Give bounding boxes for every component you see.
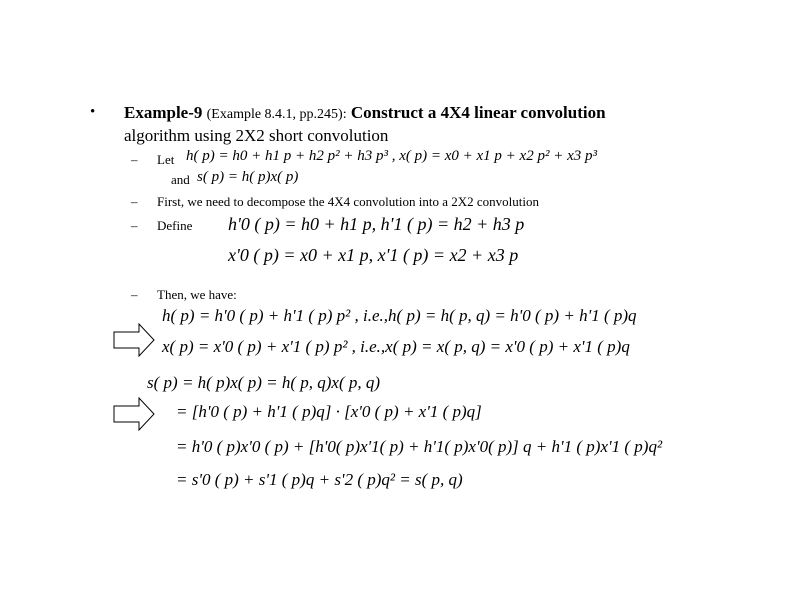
x-decomposition: x( p) = x'0 ( p) + x'1 ( p) p² , i.e.,x( p) = x( p, q) = x'0 ( p) + x'1 ( p)q [162, 337, 630, 356]
dash-marker: – [131, 194, 138, 209]
example-description-line2: algorithm using 2X2 short convolution [124, 126, 389, 145]
dash-marker: – [131, 287, 138, 302]
example-label: Example-9 [124, 103, 203, 122]
example-reference: (Example 8.4.1, pp.245): [206, 107, 347, 122]
define-label: Define [157, 218, 193, 233]
s-equation-line4: = s'0 ( p) + s'1 ( p)q + s'2 ( p)q² = s( p, q) [176, 470, 463, 489]
s-equation-line1: s( p) = h( p)x( p) = h( p, q)x( p, q) [147, 373, 381, 392]
example-description: Construct a 4X4 linear convolution [350, 103, 606, 122]
let-label: Let [157, 152, 175, 167]
decompose-text: First, we need to decompose the 4X4 convolution into a 2X2 convolution [157, 194, 539, 209]
h-decomposition: h( p) = h'0 ( p) + h'1 ( p) p² , i.e.,h( p) = h( p, q) = h'0 ( p) + h'1 ( p)q [162, 306, 637, 325]
define-x-formula: x'0 ( p) = x0 + x1 p, x'1 ( p) = x2 + x3 p [228, 245, 519, 265]
define-h-formula: h'0 ( p) = h0 + h1 p, h'1 ( p) = h2 + h3 p [228, 214, 525, 234]
product-definition: s( p) = h( p)x( p) [197, 169, 299, 185]
s-equation-line2: = [h'0 ( p) + h'1 ( p)q] · [x'0 ( p) + x'1 ( p)q] [176, 402, 482, 421]
s-equation-line3: = h'0 ( p)x'0 ( p) + [h'0( p)x'1( p) + h'1( p)x'0( p)] q + h'1 ( p)x'1 ( p)q² [176, 437, 663, 456]
polynomial-definitions: h( p) = h0 + h1 p + h2 p² + h3 p³ , x( p) = x0 + x1 p + x2 p² + x3 p³ [186, 148, 597, 164]
example-title [124, 103, 606, 123]
dash-marker: – [131, 218, 138, 233]
arrow-icon [113, 323, 155, 357]
then-label: Then, we have: [157, 287, 237, 302]
dash-marker: – [131, 152, 138, 167]
and-label: and [171, 172, 190, 187]
arrow-icon [113, 397, 155, 431]
bullet-marker: • [90, 104, 96, 120]
